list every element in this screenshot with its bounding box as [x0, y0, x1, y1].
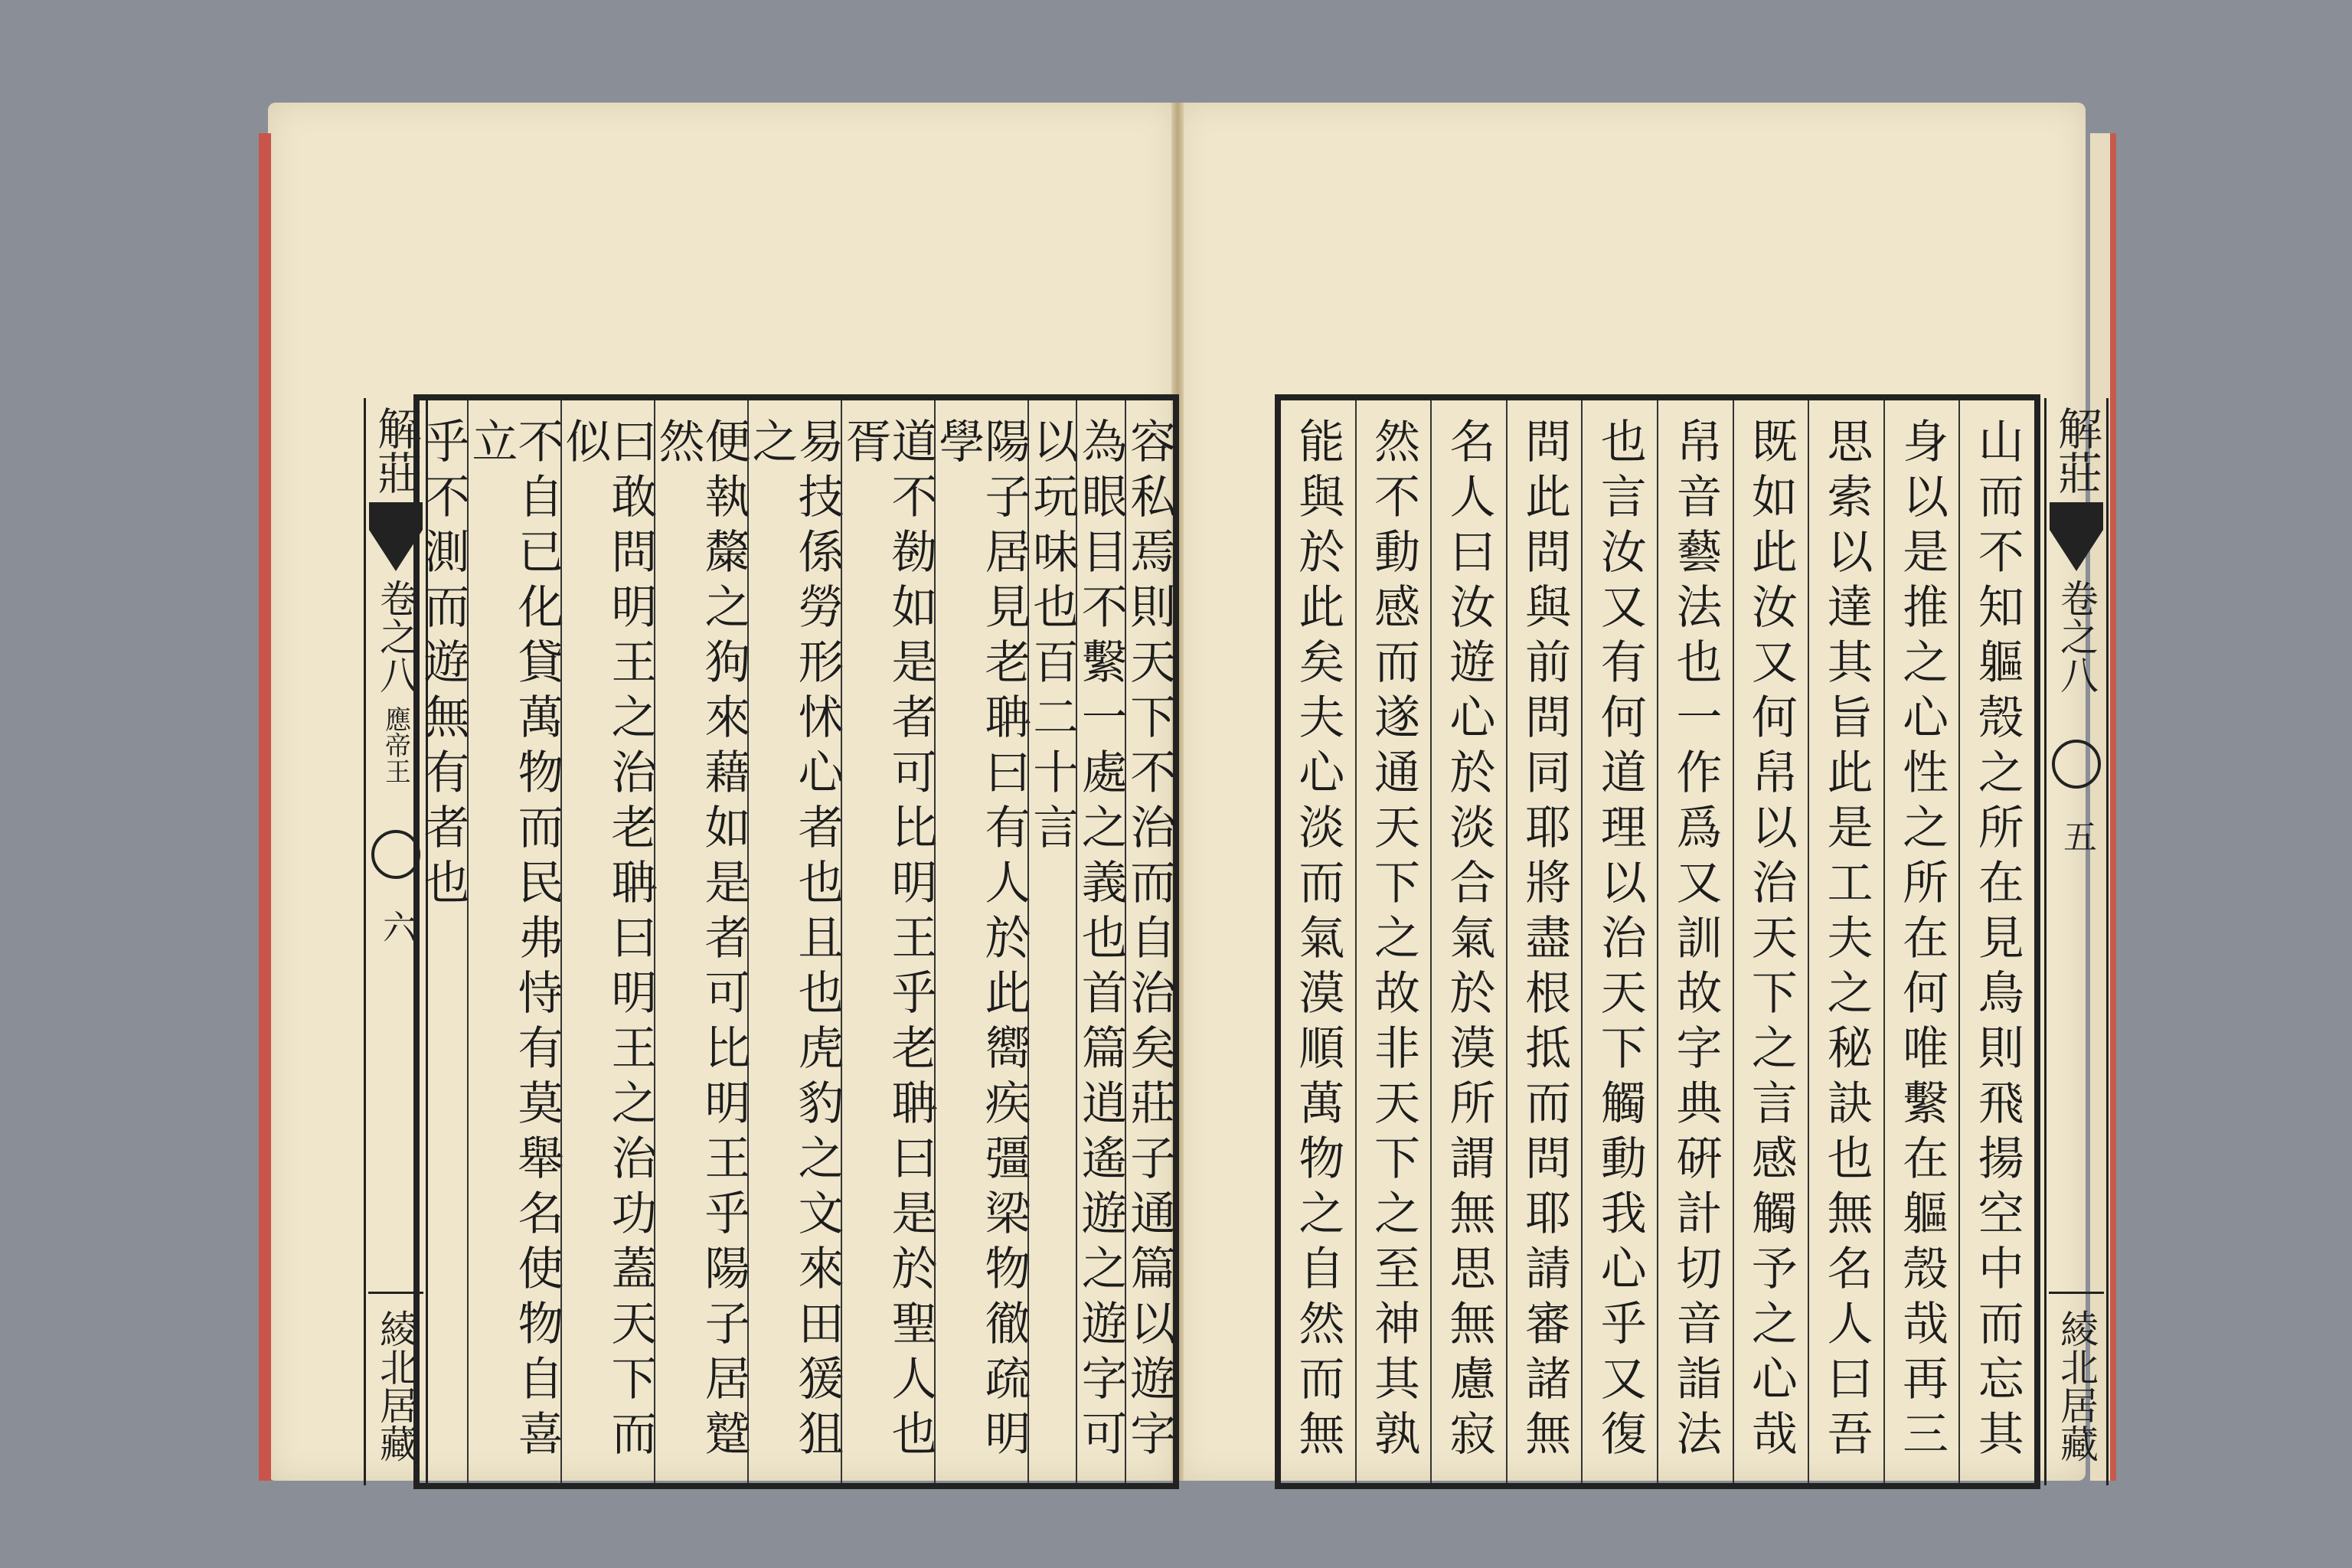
left-margin-section: 應帝王: [380, 706, 411, 784]
text-column: [838, 400, 938, 1483]
text-column-content: 易技係勞形怵心者也且也虎豹之文來田猨狙之: [744, 417, 844, 1465]
right-margin-title: 解莊: [2050, 406, 2102, 495]
text-column: [1355, 400, 1431, 1483]
text-column: [1073, 400, 1128, 1483]
text-column: [1025, 400, 1080, 1483]
text-column: [557, 400, 658, 1483]
text-column-content: 山而不知軀殼之所在見鳥則飛揚空中而忘其: [1970, 417, 2024, 1465]
text-column: [1958, 400, 2034, 1483]
left-text-frame: [413, 394, 1179, 1489]
text-column: [1122, 400, 1177, 1483]
right-margin-publisher: 綾北居藏: [2049, 1292, 2104, 1462]
text-column: [1808, 400, 1883, 1483]
text-column: [1657, 400, 1733, 1483]
left-page-edge: [259, 133, 271, 1481]
left-margin-publisher: 綾北居藏: [368, 1292, 423, 1462]
text-column-content: 能與於此矣夫心淡而氣漠順萬物之自然而無: [1291, 417, 1345, 1465]
left-margin-volume: 卷之八: [374, 579, 418, 694]
text-column-content: 曰敢問明王之治老聃曰明王之治功蓋天下而似: [557, 417, 658, 1465]
right-text-frame: [1275, 394, 2040, 1489]
text-column-content: 名人曰汝遊心於淡合氣於漠所謂無思無慮寂: [1442, 417, 1496, 1465]
text-column-content: 以玩味也百二十言: [1025, 417, 1080, 858]
text-column-content: 身以是推之心性之所在何唯繫在軀殼哉再三: [1895, 417, 1949, 1465]
text-column-content: 不自已化貸萬物而民弗恃有莫舉名使物自喜立: [464, 417, 564, 1465]
text-column-content: 乎不測而遊無有者也: [416, 417, 470, 913]
right-margin-folio: 五: [2057, 819, 2096, 853]
circle-mark-icon: [2052, 740, 2101, 789]
right-page-margin: [2044, 398, 2109, 1485]
text-column: [1581, 400, 1657, 1483]
text-column: [651, 400, 751, 1483]
text-column: [1506, 400, 1582, 1483]
text-column: [931, 400, 1031, 1483]
fish-tail-mark-icon: [2050, 502, 2103, 571]
text-column-content: 也言汝又有何道理以治天下觸動我心乎又復: [1592, 417, 1647, 1465]
text-column: [1883, 400, 1959, 1483]
text-column-content: 陽子居見老聃曰有人於此嚮疾彊梁物徹疏明學: [931, 417, 1031, 1465]
text-column-content: 然不動感而遂通天下之故非天下之至神其孰: [1366, 417, 1420, 1465]
open-book: [268, 92, 2105, 1493]
left-margin-title: 解莊: [370, 406, 422, 495]
right-margin-volume: 卷之八: [2054, 579, 2099, 694]
text-column: [1733, 400, 1808, 1483]
text-column: [1430, 400, 1506, 1483]
text-column-content: 容私焉則天下不治而自治矣莊子通篇以遊字: [1122, 417, 1177, 1465]
text-column: [416, 400, 470, 1483]
text-column-content: 便執斄之狗來藉如是者可比明王乎陽子居蹵然: [651, 417, 751, 1465]
text-column: [464, 400, 564, 1483]
text-column-content: 為眼目不繫一處之義也首篇逍遙遊之遊字可: [1073, 417, 1128, 1465]
text-column-content: 問此問與前問同耶將盡根抵而問耶請審諸無: [1517, 417, 1572, 1465]
text-column-content: 帠音藝法也一作爲又訓故字典硏計切音詣法: [1668, 417, 1723, 1465]
text-column-content: 道不勌如是者可比明王乎老聃曰是於聖人也胥: [838, 417, 938, 1465]
left-margin-folio: 六: [377, 910, 416, 943]
text-column: [744, 400, 844, 1483]
text-column-content: 思索以達其旨此是工夫之秘訣也無名人曰吾: [1819, 417, 1873, 1465]
text-column: [1281, 400, 1355, 1483]
text-column-content: 既如此汝又何帠以治天下之言感觸予之心哉: [1743, 417, 1798, 1465]
